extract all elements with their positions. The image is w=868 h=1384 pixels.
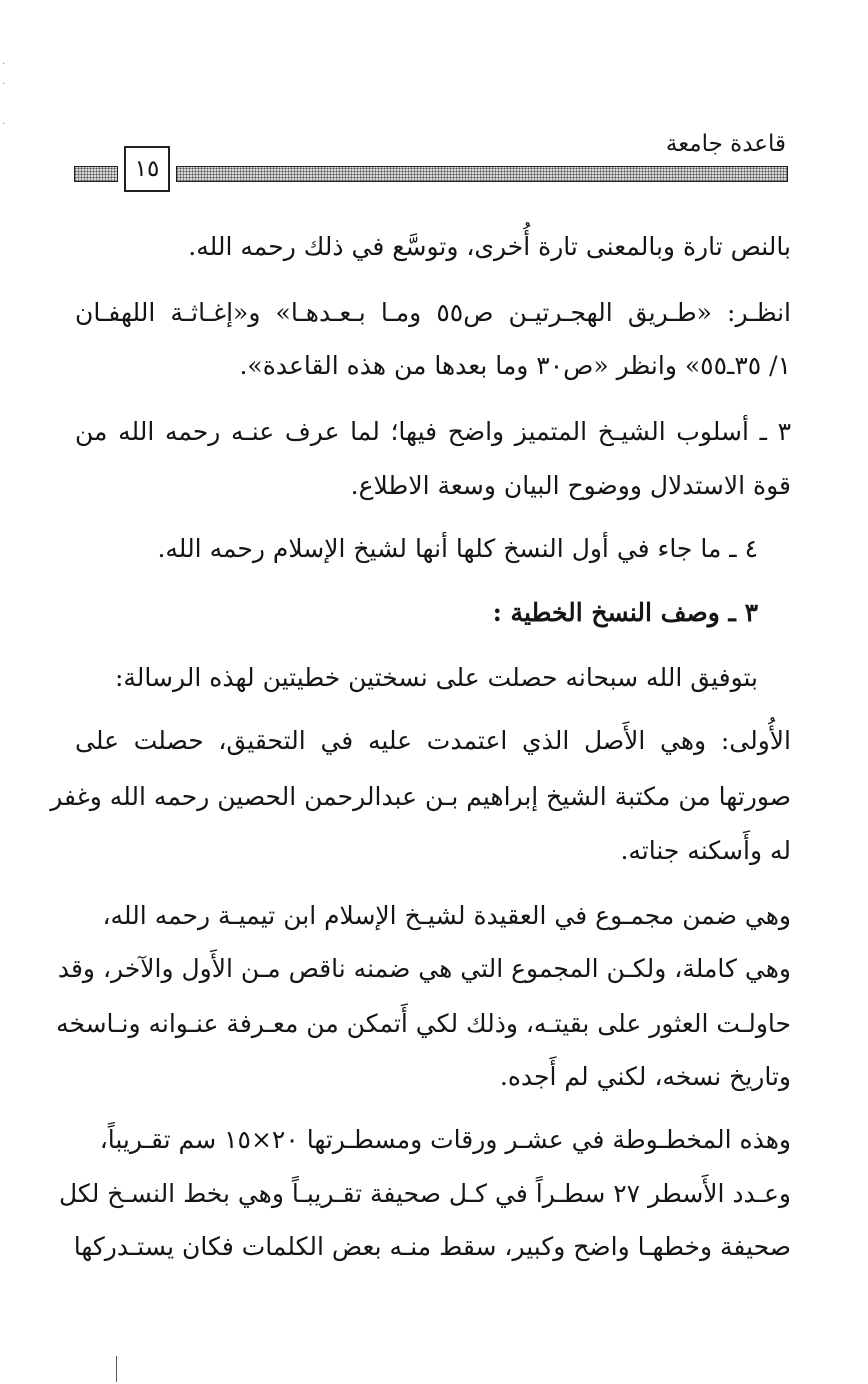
scan-mark: ·: [2, 79, 6, 90]
text-line: وهي كاملة، ولكـن المجموع التي هي ضمنه ناقص مـن الأَول والآخر، وقد: [57, 954, 791, 983]
text-line: حاولـت العثور على بقيتـه، وذلك لكي أَتمكن من معـرفة عنـوانه ونـاسخه: [56, 1009, 791, 1038]
text-line: وهي ضمن مجمـوع في العقيدة لشيـخ الإسلام ابن تيميـة رحمه الله،: [102, 901, 791, 930]
text-line: ٣ ـ أسلوب الشيـخ المتميز واضح فيها؛ لما عرف عنـه رحمه الله من: [75, 417, 791, 446]
header-rule-right: [176, 166, 788, 182]
text-line: قوة الاستدلال ووضوح البيان وسعة الاطلاع.: [350, 471, 791, 500]
running-header-title: قاعدة جامعة: [665, 131, 786, 157]
scan-mark: [116, 1356, 117, 1382]
text-line: انظـر: «طـريق الهجـرتيـن ص٥٥ ومـا بـعـدهـا» و«إغـاثـة اللهفـان: [75, 298, 791, 327]
scan-mark: ·: [2, 119, 6, 130]
header-rule-left: [74, 166, 118, 182]
text-line: له وأَسكنه جناته.: [620, 836, 791, 865]
text-line: بالنص تارة وبالمعنى تارة أُخرى، وتوسَّع في ذلك رحمه الله.: [188, 232, 791, 261]
page-number: ١٥: [124, 146, 170, 192]
text-line: وعـدد الأَسطر ٢٧ سطـراً في كـل صحيفة تقـريبـاً وهي بخط النسـخ لكل: [58, 1179, 791, 1208]
scan-mark: ·: [2, 59, 6, 70]
section-heading: ٣ ـ وصف النسخ الخطية :: [492, 598, 758, 627]
text-line: صحيفة وخطهـا واضح وكبير، سقط منـه بعض الكلمات فكان يستـدركها: [73, 1232, 791, 1261]
text-line: الأُولى: وهي الأَصل الذي اعتمدت عليه في التحقيق، حصلت على: [75, 726, 791, 755]
text-line: ١/ ٣٥ـ٥٥» وانظر «ص٣٠ وما بعدها من هذه القاعدة».: [239, 351, 791, 380]
text-line: وهذه المخطـوطة في عشـر ورقات ومسطـرتها ٢٠×١٥ سم تقـريباً،: [99, 1125, 791, 1154]
text-line: صورتها من مكتبة الشيخ إبراهيم بـن عبدالرحمن الحصين رحمه الله وغفر: [50, 782, 791, 811]
text-line: وتاريخ نسخه، لكني لم أَجده.: [499, 1062, 791, 1091]
text-line: بتوفيق الله سبحانه حصلت على نسختين خطيتين لهذه الرسالة:: [114, 663, 758, 692]
text-line: ٤ ـ ما جاء في أول النسخ كلها أنها لشيخ الإسلام رحمه الله.: [157, 534, 758, 563]
